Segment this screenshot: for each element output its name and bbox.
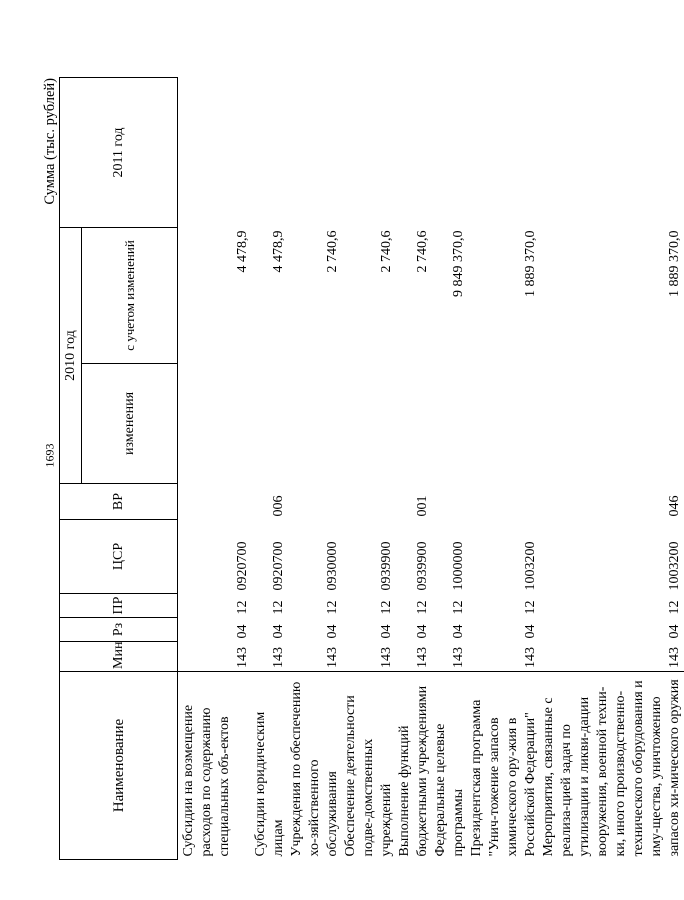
table-header xyxy=(60,78,178,860)
cell-rz: 04 xyxy=(271,624,286,639)
cell-rz: 04 xyxy=(325,624,340,639)
cell-name: Федеральные целевые программы xyxy=(432,672,468,860)
cell-2011 xyxy=(468,78,540,228)
table-row xyxy=(342,78,396,860)
cell-rz xyxy=(178,618,235,642)
cell-pr: 12 xyxy=(271,600,286,615)
cell-vr xyxy=(468,484,540,520)
cell-with-changes: 9 849 370,0 xyxy=(451,230,466,297)
cell-pr: 12 xyxy=(523,600,538,615)
cell-name: Мероприятия, связанные с реализа-цией задач по утилизации и ликви-дации вооружения, военной техни-ки, иного производственно-технического оборудования и иму-щества, уничтожению запасов хи-мического оружия xyxy=(540,672,684,860)
budget-table xyxy=(59,77,684,860)
cell-changes xyxy=(234,364,252,484)
cell-pr: 12 xyxy=(667,600,682,615)
cell-csr: 0939900 xyxy=(415,541,430,591)
cell-min: 143 xyxy=(379,647,394,668)
cell-vr xyxy=(178,484,235,520)
header-changes: изменения xyxy=(82,364,178,484)
cell-vr xyxy=(288,484,342,520)
cell-with-changes: 2 740,6 xyxy=(415,230,430,273)
cell-2011 xyxy=(342,78,396,228)
cell-csr xyxy=(178,520,235,594)
cell-changes xyxy=(396,364,432,484)
cell-2011 xyxy=(396,78,432,228)
cell-changes xyxy=(468,364,540,484)
cell-with-changes: 1 889 370,0 xyxy=(667,230,682,297)
header-year-2010: 2010 год xyxy=(60,228,82,484)
cell-min: 143 xyxy=(235,647,250,668)
header-pr: ПР xyxy=(60,594,178,618)
cell-2011 xyxy=(432,78,468,228)
cell-changes xyxy=(342,364,396,484)
cell-vr xyxy=(234,484,252,520)
cell-name: Субсидии на возмещение расходов по содержанию специальных объ-ектов xyxy=(178,672,235,860)
cell-min: 143 xyxy=(667,647,682,668)
table-row xyxy=(396,78,432,860)
cell-min: 143 xyxy=(523,647,538,668)
cell-pr: 12 xyxy=(451,600,466,615)
cell-changes xyxy=(252,364,288,484)
cell-min xyxy=(178,642,235,672)
cell-min: 143 xyxy=(415,647,430,668)
cell-csr: 0920700 xyxy=(235,541,250,591)
cell-rz: 04 xyxy=(667,624,682,639)
cell-vr: 001 xyxy=(415,495,430,517)
cell-pr: 12 xyxy=(415,600,430,615)
table-row xyxy=(234,78,252,860)
cell-vr: 006 xyxy=(271,495,286,517)
cell-csr: 1003200 xyxy=(523,541,538,591)
cell-2011 xyxy=(178,78,235,228)
table-row xyxy=(252,78,288,860)
table-row xyxy=(178,78,235,860)
cell-vr: 046 xyxy=(667,495,682,517)
cell-min: 143 xyxy=(271,647,286,668)
cell-changes xyxy=(432,364,468,484)
cell-changes xyxy=(540,364,684,484)
cell-2011 xyxy=(540,78,684,228)
cell-min: 143 xyxy=(451,647,466,668)
cell-csr: 0930000 xyxy=(325,541,340,591)
cell-csr: 0920700 xyxy=(271,541,286,591)
cell-with-changes: 2 740,6 xyxy=(379,230,394,273)
cell-name: Учреждения по обеспечению хо-зяйственного обслуживания xyxy=(288,672,342,860)
cell-csr: 1003200 xyxy=(667,541,682,591)
header-year-2011: 2011 год xyxy=(60,78,178,228)
cell-vr xyxy=(342,484,396,520)
cell-pr: 12 xyxy=(379,600,394,615)
cell-min: 143 xyxy=(325,647,340,668)
cell-with-changes: 4 478,9 xyxy=(271,230,286,273)
header-rz: Рз xyxy=(60,618,178,642)
cell-name: Обеспечение деятельности подве-домственных учреждений xyxy=(342,672,396,860)
table-row xyxy=(540,78,684,860)
header-with-changes: с учетом изменений xyxy=(82,228,178,364)
cell-changes xyxy=(288,364,342,484)
units-caption: Сумма (тыс. рублей) xyxy=(42,78,58,205)
cell-name: Президентская программа "Унич-тожение запасов химического ору-жия в Российской Федерации" xyxy=(468,672,540,860)
header-csr: ЦСР xyxy=(60,520,178,594)
cell-csr: 1000000 xyxy=(451,541,466,591)
cell-2011 xyxy=(234,78,252,228)
cell-rz: 04 xyxy=(415,624,430,639)
cell-pr: 12 xyxy=(235,600,250,615)
rotated-page-content xyxy=(38,40,682,860)
cell-name: Субсидии юридическим лицам xyxy=(252,672,288,860)
cell-vr xyxy=(432,484,468,520)
cell-changes xyxy=(178,364,235,484)
table-row xyxy=(288,78,342,860)
cell-name: Выполнение функций бюджетными учреждениями xyxy=(396,672,432,860)
header-name: Наименование xyxy=(60,672,178,860)
table-body xyxy=(178,78,684,860)
cell-csr: 0939900 xyxy=(379,541,394,591)
cell-2011 xyxy=(252,78,288,228)
cell-rz: 04 xyxy=(379,624,394,639)
header-vr: ВР xyxy=(60,484,178,520)
table-row xyxy=(432,78,468,860)
table-row xyxy=(468,78,540,860)
cell-rz: 04 xyxy=(523,624,538,639)
cell-2011 xyxy=(288,78,342,228)
cell-with-changes xyxy=(178,228,235,364)
cell-with-changes: 4 478,9 xyxy=(235,230,250,273)
cell-pr xyxy=(178,594,235,618)
cell-pr: 12 xyxy=(325,600,340,615)
cell-with-changes: 1 889 370,0 xyxy=(523,230,538,297)
page-number: 1693 xyxy=(42,443,57,468)
cell-with-changes: 2 740,6 xyxy=(325,230,340,273)
cell-rz: 04 xyxy=(451,624,466,639)
cell-rz: 04 xyxy=(235,624,250,639)
cell-name xyxy=(234,672,252,860)
header-min: Мин xyxy=(60,642,178,672)
